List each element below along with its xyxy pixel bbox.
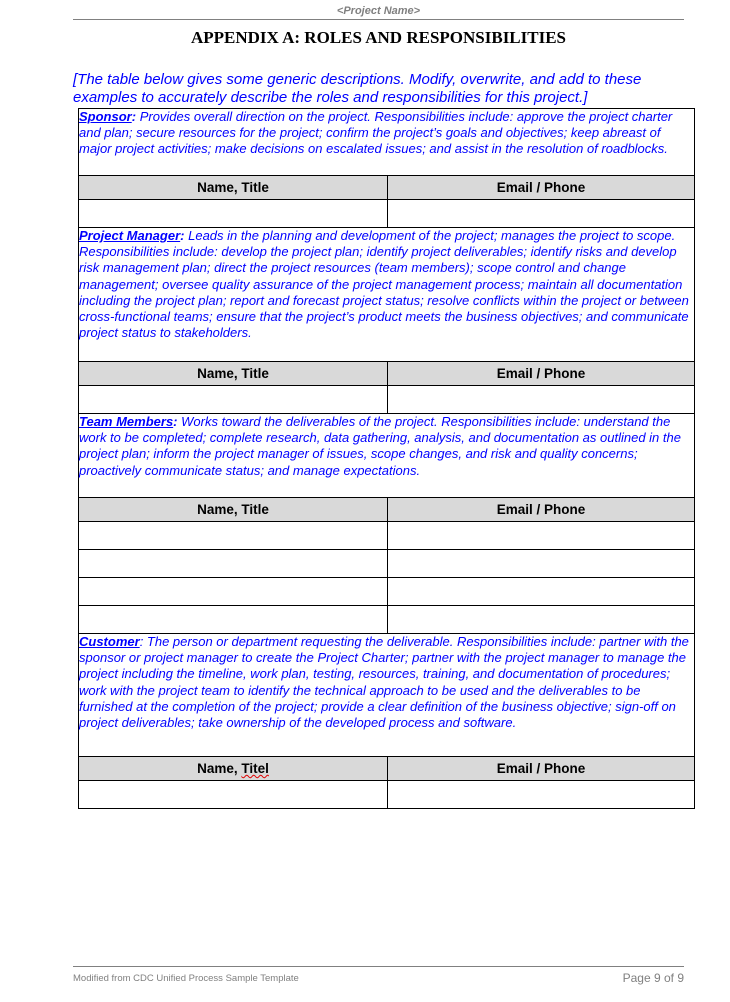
sponsor-description[interactable] <box>79 109 695 176</box>
email-phone-cell[interactable] <box>388 522 695 550</box>
header-divider <box>73 19 684 20</box>
customer-role-label: Customer <box>79 634 140 649</box>
name-title-header <box>79 757 388 781</box>
instruction-text: [The table below gives some generic descriptions. Modify, overwrite, and add to these examples to accurately describe the roles and responsibilities for this project.] <box>73 71 642 106</box>
name-title-header: Name, Title <box>79 498 388 522</box>
team-members-description[interactable] <box>79 414 695 498</box>
email-phone-cell[interactable] <box>388 781 695 809</box>
email-phone-cell[interactable] <box>388 386 695 414</box>
team-members-responsibilities: Works toward the deliverables of the project. Responsibilities include: understand the work to be completed; complete research, data gathering, analysis, and documentation as outlined in the project plan; inform the project manager of issues, scope changes, and risk and quality concerns; proactively communicate status; and manage expectations. <box>79 414 681 478</box>
customer-responsibilities: The person or department requesting the deliverable. Responsibilities include: partner with the sponsor or project manager to create the Project Charter; partner with the project manager to manage the project including the timeline, work plan, testing, resources, training, and documentation of procedures; work with the project team to identify the technical approach to be used and the deliverables to be furnished at the completion of the project; provide a clear definition of the business objective; sign-off on project deliverables; take ownership of the developed process and software. <box>79 634 689 731</box>
roles-table <box>78 108 695 809</box>
sponsor-description-row <box>79 109 695 176</box>
table-row <box>79 200 695 228</box>
name-title-cell[interactable] <box>79 781 388 809</box>
sponsor-colon: : <box>131 109 137 124</box>
name-title-header: Name, Title <box>79 176 388 200</box>
email-phone-cell[interactable] <box>388 606 695 634</box>
email-phone-header: Email / Phone <box>388 362 695 386</box>
team-members-description-row <box>79 414 695 498</box>
footer-source: Modified from CDC Unified Process Sample Template <box>73 973 299 984</box>
misspelled-title-word: Titel <box>241 761 269 776</box>
table-row <box>79 550 695 578</box>
team-members-colon: : <box>173 414 178 429</box>
project-manager-header-row <box>79 362 695 386</box>
email-phone-cell[interactable] <box>388 550 695 578</box>
email-phone-header: Email / Phone <box>388 176 695 200</box>
name-title-cell[interactable] <box>79 386 388 414</box>
sponsor-header-row <box>79 176 695 200</box>
customer-description[interactable] <box>79 634 695 757</box>
table-row <box>79 386 695 414</box>
sponsor-responsibilities: Provides overall direction on the project. Responsibilities include: approve the project charter and plan; secure resources for the project; confirm the project’s goals and objectives; keep abreast of major project activities; make decisions on escalated issues; and assist in the resolution of roadblocks. <box>79 109 673 157</box>
name-title-cell[interactable] <box>79 522 388 550</box>
name-title-cell[interactable] <box>79 550 388 578</box>
footer-divider <box>73 966 684 967</box>
name-title-cell[interactable] <box>79 578 388 606</box>
table-row <box>79 522 695 550</box>
email-phone-header: Email / Phone <box>388 757 695 781</box>
name-title-cell[interactable] <box>79 200 388 228</box>
team-members-role-label: Team Members <box>79 414 174 429</box>
project-manager-responsibilities: Leads in the planning and development of the project; manages the project to scope. Responsibilities include: develop the project plan; identify project deliverables; identify risks and develop risk management plan; direct the project resources (team members); scope control and change management; oversee quality assurance of the project management process; maintain all documentation including the project plan; report and forecast project status; resolve conflicts within the project or between cross-functional teams; ensure that the project’s product meets the business objectives; and communicate project status to stakeholders. <box>79 228 689 341</box>
email-phone-cell[interactable] <box>388 578 695 606</box>
table-row <box>79 578 695 606</box>
email-phone-header: Email / Phone <box>388 498 695 522</box>
project-manager-description[interactable] <box>79 228 695 362</box>
page-title: APPENDIX A: ROLES AND RESPONSIBILITIES <box>190 28 567 47</box>
customer-colon: : <box>139 634 144 649</box>
project-manager-colon: : <box>180 228 185 243</box>
customer-description-row <box>79 634 695 757</box>
table-row <box>79 606 695 634</box>
name-title-prefix: Name, <box>197 761 242 776</box>
project-manager-role-label: Project Manager <box>79 228 181 243</box>
table-row <box>79 781 695 809</box>
project-manager-description-row <box>79 228 695 362</box>
name-title-cell[interactable] <box>79 606 388 634</box>
email-phone-cell[interactable] <box>388 200 695 228</box>
sponsor-role-label: Sponsor <box>79 109 132 124</box>
page-number: Page 9 of 9 <box>622 971 684 985</box>
team-members-header-row <box>79 498 695 522</box>
project-name-header: <Project Name> <box>336 5 421 17</box>
customer-header-row <box>79 757 695 781</box>
name-title-header: Name, Title <box>79 362 388 386</box>
